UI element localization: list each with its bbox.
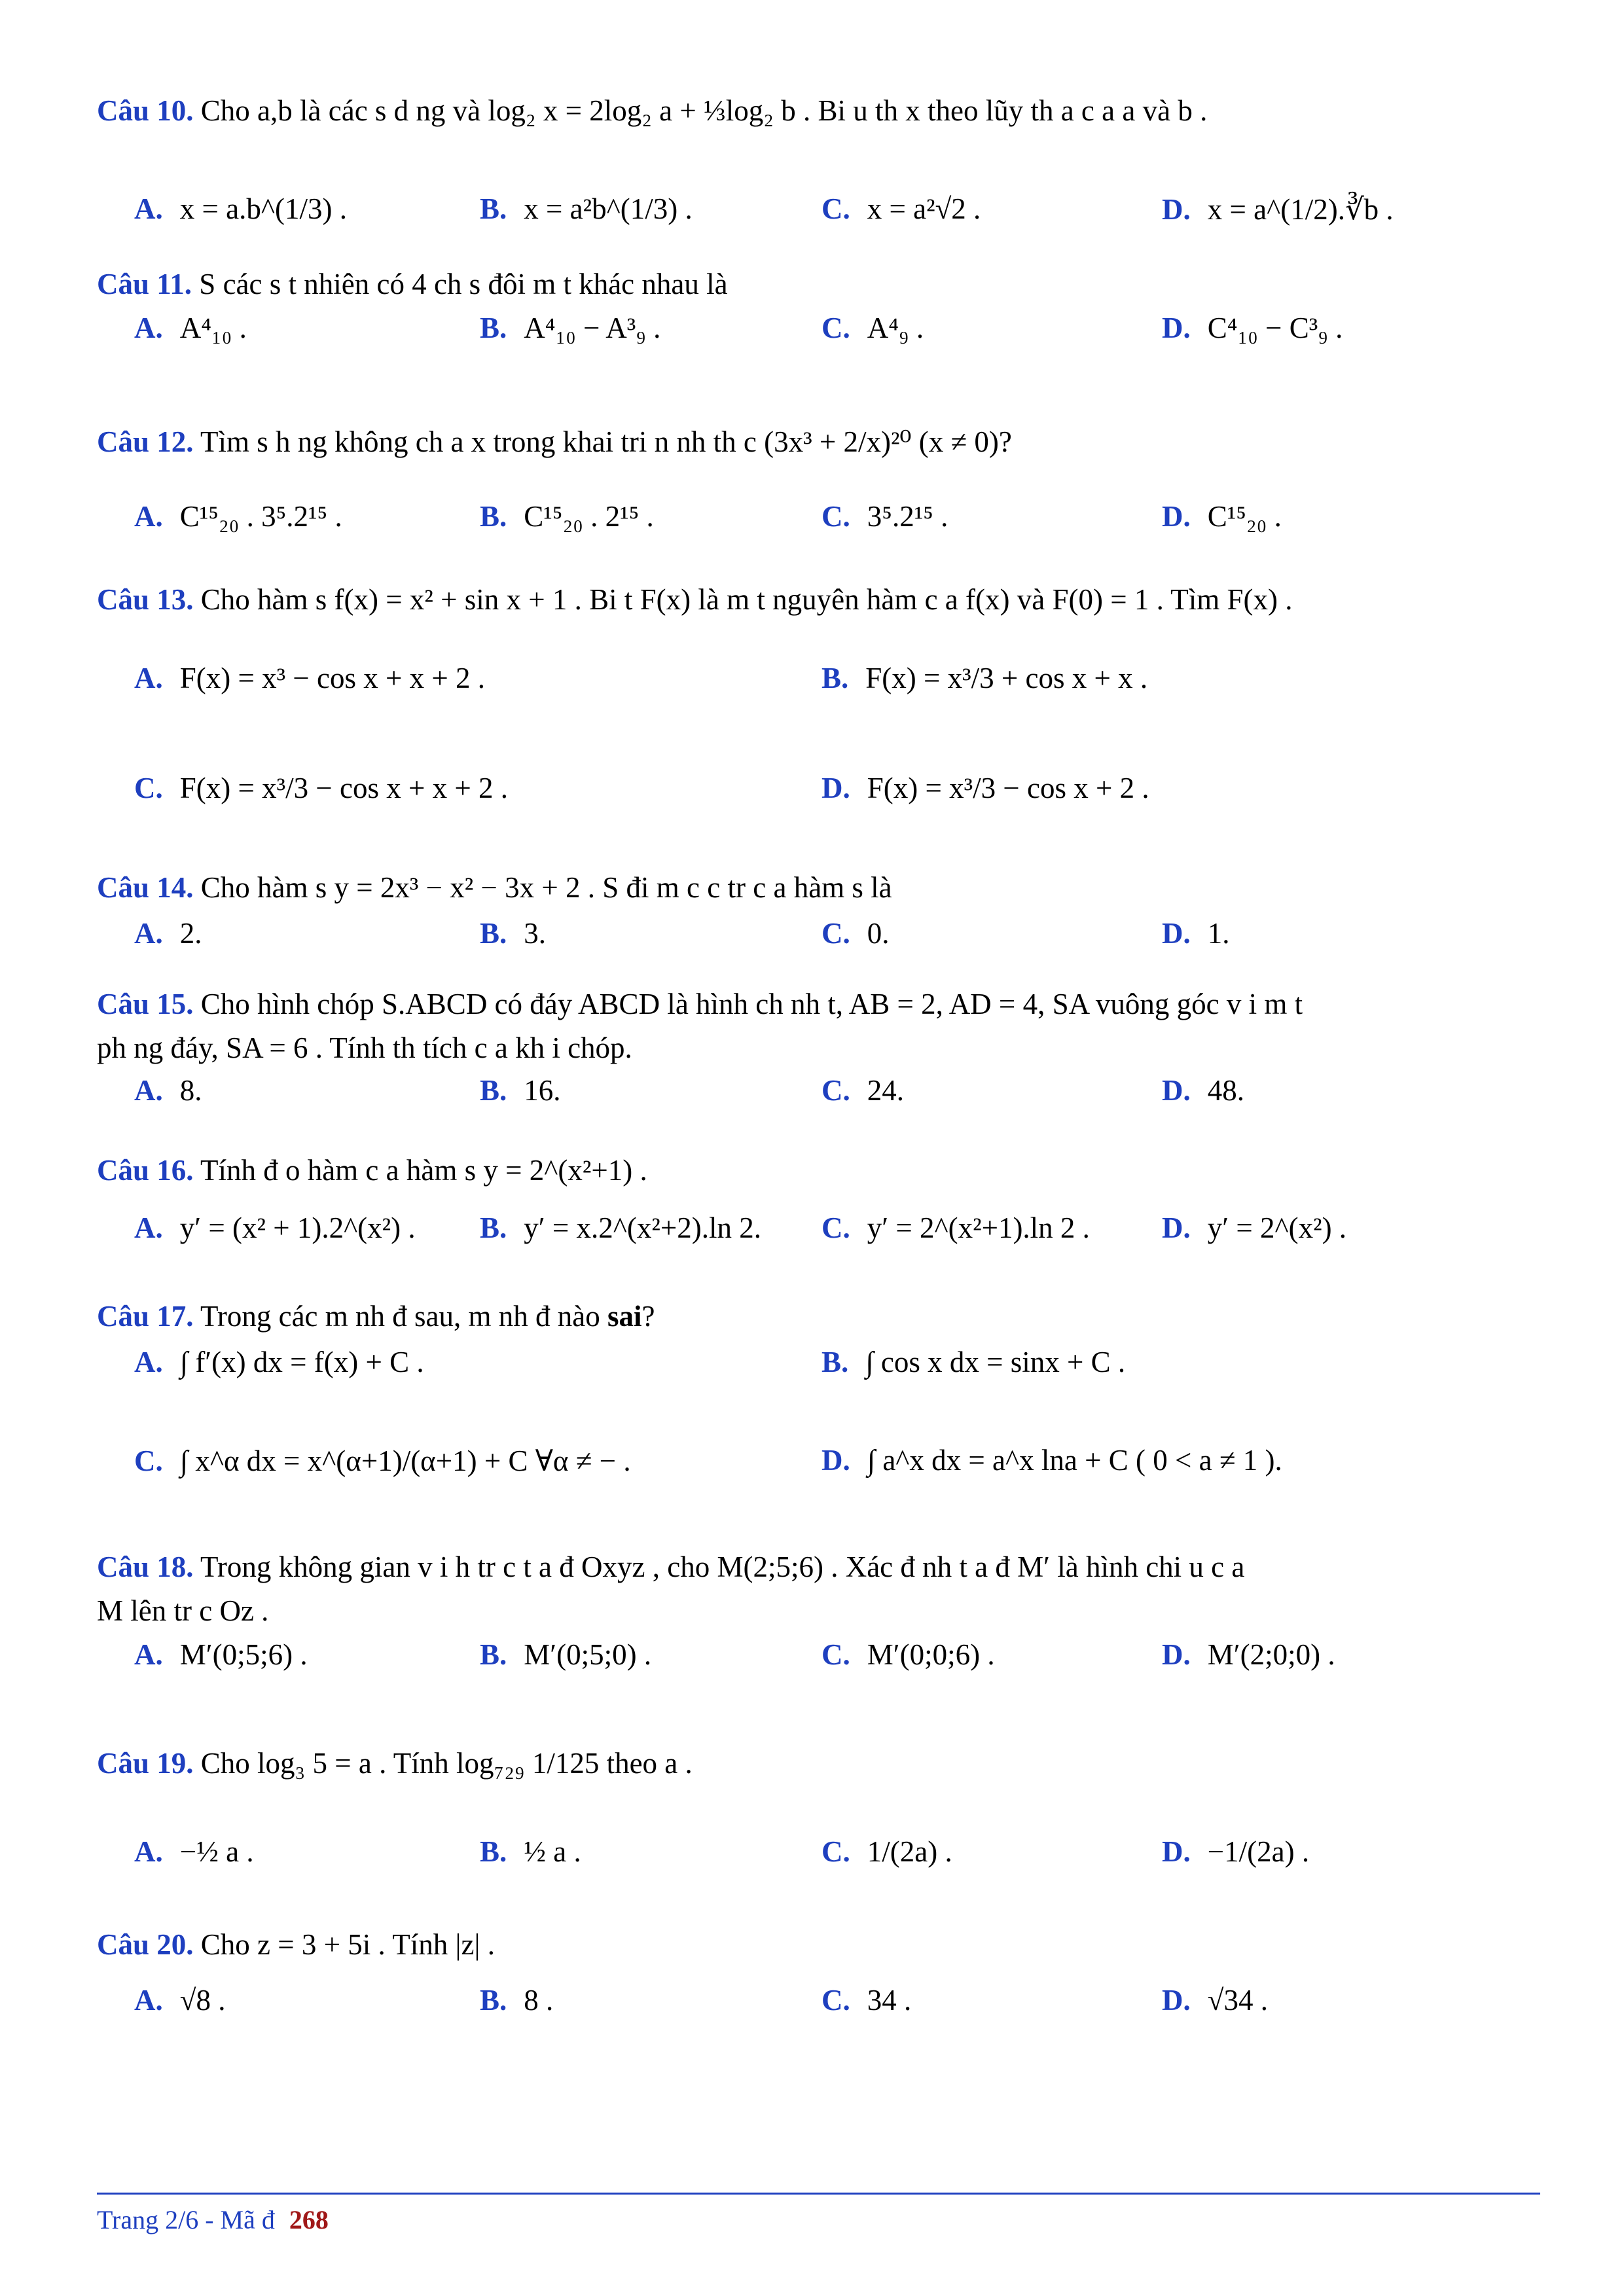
option-b: B. 3.: [480, 917, 547, 950]
option-a: A. y′ = (x² + 1).2^(x²) .: [134, 1211, 416, 1244]
option-b: B. x = a²b^(1/3) .: [480, 192, 693, 225]
option-d: D. y′ = 2^(x²) .: [1162, 1211, 1347, 1244]
question-15-line2: ph ng đáy, SA = 6 . Tính th tích c a kh i chóp.: [97, 1031, 632, 1064]
question-label: Câu 14.: [97, 871, 194, 904]
question-15: [97, 987, 1540, 1021]
question-20: [97, 1928, 1540, 1962]
question-label: Câu 20.: [97, 1928, 194, 1961]
question-label: Câu 15.: [97, 988, 194, 1020]
question-text: S các s t nhiên có 4 ch s đôi m t khác nhau là: [199, 268, 728, 300]
question-label: Câu 17.: [97, 1300, 194, 1333]
page-footer: [97, 2204, 329, 2235]
option-d: D. √34 .: [1162, 1984, 1268, 2017]
option-c: C. 0.: [821, 917, 890, 950]
question-11: [97, 267, 1540, 301]
option-d: D. M′(2;0;0) .: [1162, 1638, 1335, 1671]
option-b: B. 16.: [480, 1074, 561, 1107]
question-18: [97, 1550, 1540, 1584]
option-a: A. A⁴₁₀ .: [134, 312, 247, 344]
option-b: B. C¹⁵₂₀ . 2¹⁵ .: [480, 500, 654, 533]
option-d: D. C¹⁵₂₀ .: [1162, 500, 1282, 533]
option-b: B. ½ a .: [480, 1835, 581, 1868]
option-b: B. 8 .: [480, 1984, 554, 2017]
page-number: Trang 2/6 - Mã đ: [97, 2205, 275, 2234]
footer-divider: [97, 2193, 1540, 2195]
question-16: [97, 1153, 1540, 1187]
question-text: Cho hàm s f(x) = x² + sin x + 1 . Bi t F(x) là m t nguyên hàm c a f(x) và F(0) = 1 . Tìm F(x) .: [200, 583, 1293, 616]
option-c: C. 34 .: [821, 1984, 912, 2017]
option-c: C. 1/(2a) .: [821, 1835, 952, 1868]
option-c: C. M′(0;0;6) .: [821, 1638, 995, 1671]
option-c: C. F(x) = x³/3 − cos x + x + 2 .: [134, 772, 508, 804]
option-d: D. C⁴₁₀ − C³₉ .: [1162, 312, 1343, 344]
question-10: [97, 94, 1540, 128]
option-a: A. √8 .: [134, 1984, 226, 2017]
option-d: D. 48.: [1162, 1074, 1244, 1107]
option-b: B. M′(0;5;0) .: [480, 1638, 652, 1671]
question-text: Trong các m nh đ sau, m nh đ nào: [200, 1300, 600, 1333]
exam-code: 268: [289, 2205, 329, 2234]
question-label: Câu 13.: [97, 583, 194, 616]
question-17: Câu 17. Trong các m nh đ sau, m nh đ nào sai?: [97, 1300, 655, 1333]
option-c: C. 24.: [821, 1074, 904, 1107]
option-d: D. ∫ a^x dx = a^x lna + C ( 0 < a ≠ 1 ).: [821, 1444, 1282, 1477]
question-13: [97, 583, 1540, 617]
option-c: C. ∫ x^α dx = x^(α+1)/(α+1) + C ∀α ≠ − .: [134, 1444, 631, 1477]
question-14: [97, 870, 1540, 905]
question-label: Câu 11.: [97, 268, 192, 300]
question-12: [97, 424, 1540, 459]
option-c: C. y′ = 2^(x²+1).ln 2 .: [821, 1211, 1090, 1244]
question-label: Câu 10.: [97, 94, 194, 127]
question-text: Cho hàm s y = 2x³ − x² − 3x + 2 . S đi m c c tr c a hàm s là: [200, 871, 892, 904]
option-a: A. ∫ f′(x) dx = f(x) + C .: [134, 1346, 424, 1378]
option-a: A. 2.: [134, 917, 202, 950]
option-b: B. y′ = x.2^(x²+2).ln 2.: [480, 1211, 761, 1244]
option-c: C. 3⁵.2¹⁵ .: [821, 500, 948, 533]
question-label: Câu 16.: [97, 1154, 194, 1187]
option-d: D. x = a^(1/2).∛b .: [1162, 193, 1394, 226]
question-label: Câu 19.: [97, 1747, 194, 1780]
question-text: Cho a,b là các s d ng và log₂ x = 2log₂ a + ⅓log₂ b . Bi u th x theo lũy th a c a a và b .: [200, 94, 1208, 127]
option-c: C. A⁴₉ .: [821, 312, 924, 344]
question-label: Câu 18.: [97, 1551, 194, 1583]
option-b: B. ∫ cos x dx = sinx + C .: [821, 1346, 1126, 1378]
question-19: [97, 1746, 1540, 1780]
question-text: Trong không gian v i h tr c t a đ Oxyz , cho M(2;5;6) . Xác đ nh t a đ M′ là hình chi u c a: [200, 1551, 1245, 1583]
question-text: Tính đ o hàm c a hàm s y = 2^(x²+1) .: [200, 1154, 647, 1187]
question-text: Cho log₃ 5 = a . Tính log₇₂₉ 1/125 theo a .: [200, 1747, 693, 1780]
question-text: Tìm s h ng không ch a x trong khai tri n nh th c (3x³ + 2/x)²⁰ (x ≠ 0)?: [200, 425, 1012, 458]
question-label: Câu 12.: [97, 425, 194, 458]
option-a: A. F(x) = x³ − cos x + x + 2 .: [134, 662, 485, 694]
question-text: Cho z = 3 + 5i . Tính |z| .: [200, 1928, 495, 1961]
option-d: D. −1/(2a) .: [1162, 1835, 1310, 1868]
question-18-line2: M lên tr c Oz .: [97, 1594, 269, 1627]
option-a: A. M′(0;5;6) .: [134, 1638, 308, 1671]
option-a: A. 8.: [134, 1074, 202, 1107]
option-a: A. C¹⁵₂₀ . 3⁵.2¹⁵ .: [134, 500, 342, 533]
question-text: Cho hình chóp S.ABCD có đáy ABCD là hình ch nh t, AB = 2, AD = 4, SA vuông góc v i m t: [200, 988, 1303, 1020]
option-a: A. −½ a .: [134, 1835, 254, 1868]
option-a: A. x = a.b^(1/3) .: [134, 192, 347, 225]
option-b: B. F(x) = x³/3 + cos x + x .: [821, 662, 1148, 694]
question-emphasis: sai: [607, 1300, 642, 1333]
option-d: D. F(x) = x³/3 − cos x + 2 .: [821, 772, 1149, 804]
option-b: B. A⁴₁₀ − A³₉ .: [480, 312, 661, 344]
option-c: C. x = a²√2 .: [821, 192, 981, 225]
option-d: D. 1.: [1162, 917, 1230, 950]
